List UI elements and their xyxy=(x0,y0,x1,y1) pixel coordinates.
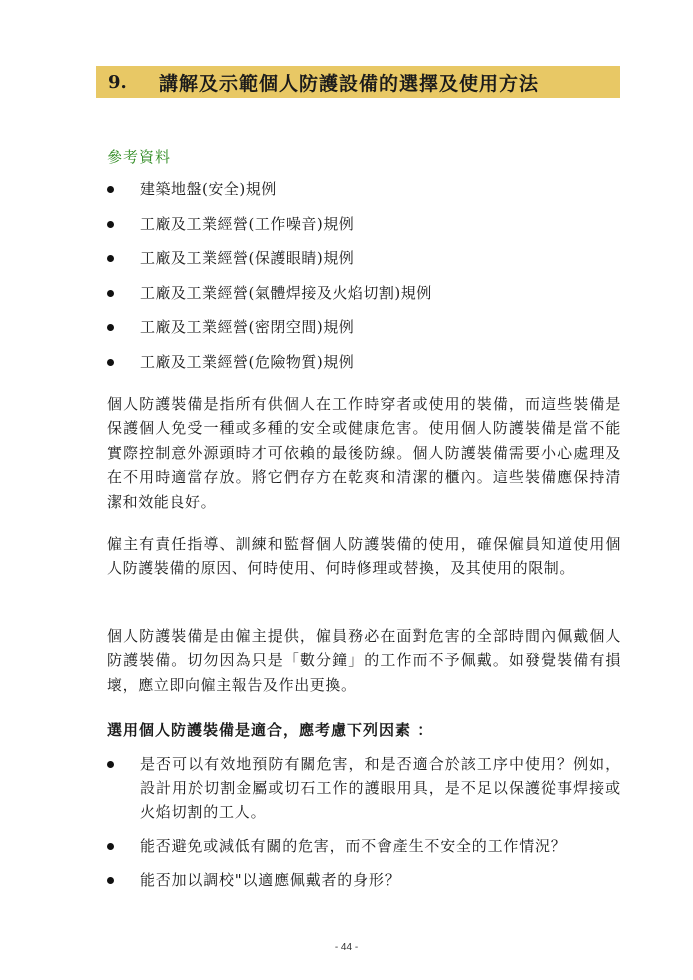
reference-text: 工廠及工業經營(密閉空間)規例 xyxy=(140,318,355,336)
references-heading: 參考資料 xyxy=(107,148,172,166)
considerations-heading: 選用個人防護裝備是適合，應考慮下列因素 ： xyxy=(107,721,434,739)
section-title: 講解及示範個人防護設備的選擇及使用方法 xyxy=(159,72,540,95)
reference-text: 建築地盤(安全)規例 xyxy=(140,180,277,198)
reference-item xyxy=(107,178,432,213)
reference-text: 工廠及工業經營(氣體焊接及火焰切割)規例 xyxy=(140,283,432,302)
reference-text: 工廠及工業經營(工作噪音)規例 xyxy=(140,214,355,233)
consideration-text: 能否加以調校"以適應佩戴者的身形？ xyxy=(140,871,401,889)
consideration-item xyxy=(107,752,621,824)
bullet-icon xyxy=(107,221,114,228)
bullet-icon xyxy=(107,255,114,262)
reference-item xyxy=(107,351,432,386)
bullet-icon xyxy=(107,290,114,297)
bullet-icon xyxy=(107,877,114,884)
bullet-icon xyxy=(107,359,114,366)
bullet-icon xyxy=(107,843,114,850)
reference-item xyxy=(107,213,432,248)
consideration-item xyxy=(107,834,621,858)
bullet-icon xyxy=(107,761,114,768)
section-title-bar xyxy=(96,66,620,98)
consideration-item xyxy=(107,868,621,892)
reference-text: 工廠及工業經營(保護眼睛)規例 xyxy=(140,249,355,267)
consideration-text: 能否避免或減低有關的危害，而不會產生不安全的工作情況？ xyxy=(140,837,567,855)
reference-item xyxy=(107,316,432,351)
paragraph-ppe-wearing: 個人防護裝備是由僱主提供，僱員務必在面對危害的全部時間內佩戴個人防護裝備。切勿因為只是「數分鐘」的工作而不予佩戴。如發覺裝備有損壞，應立即向僱主報告及作出更換。 xyxy=(107,627,621,694)
reference-text: 工廠及工業經營(危險物質)規例 xyxy=(140,352,355,371)
section-number: 9. xyxy=(108,71,127,93)
consideration-text: 是否可以有效地預防有關危害，和是否適合於該工序中使用？例如，設計用於切割金屬或切石工作的護眼用具，是不足以保護從事焊接或火焰切割的工人。 xyxy=(140,755,621,821)
bullet-icon xyxy=(107,324,114,331)
page-number: - 44 - xyxy=(334,942,359,953)
reference-item xyxy=(107,247,432,282)
paragraph-employer-duty: 僱主有責任指導、訓練和監督個人防護裝備的使用，確保僱員知道使用個人防護裝備的原因、何時使用、何時修理或替換，及其使用的限制。 xyxy=(107,535,621,578)
bullet-icon xyxy=(107,186,114,193)
considerations-list xyxy=(107,752,621,902)
references-list xyxy=(107,178,432,385)
paragraph-ppe-definition: 個人防護裝備是指所有供個人在工作時穿者或使用的裝備，而這些裝備是保護個人免受一種或多種的安全或健康危害。使用個人防護裝備是當不能實際控制意外源頭時才可依賴的最後防線。個人防護裝備需要小心處理及在不用時適當存放。將它們存方在乾爽和清潔的櫃內。這些裝備應保持清潔和效能良好。 xyxy=(107,395,621,511)
reference-item xyxy=(107,282,432,317)
